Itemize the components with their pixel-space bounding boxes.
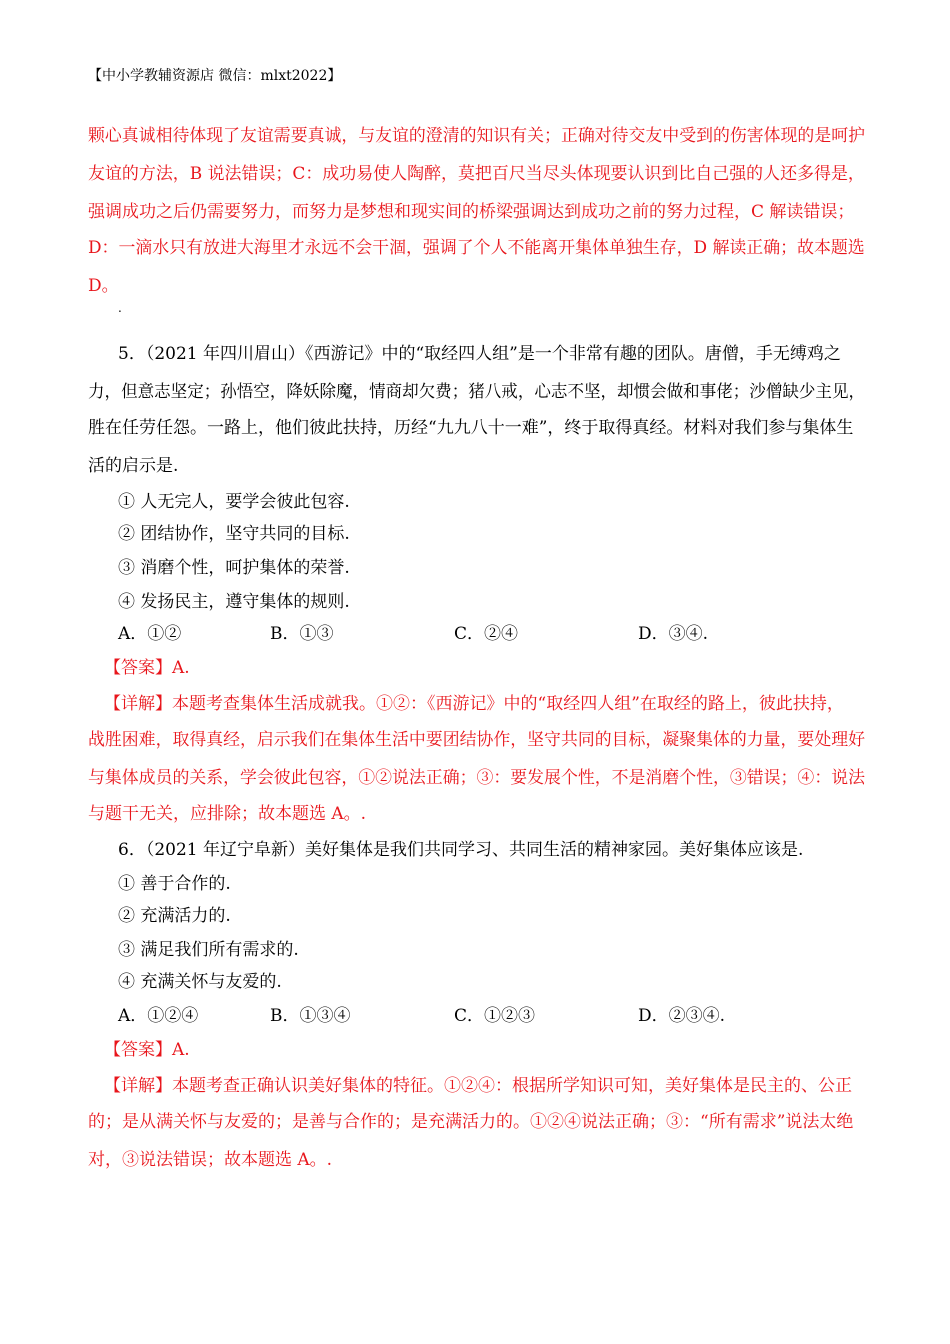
option-b: B．①③④ [270, 1006, 351, 1026]
explanation-line: 与题干无关，应排除；故本题选 A。. [88, 804, 367, 824]
question-stem-line: 胜在任劳任怨。一路上，他们彼此扶持，历经“九九八十一难”，终于取得真经。材料对我们参与集体生 [88, 418, 854, 438]
explanation-line: 颗心真诚相待体现了友谊需要真诚，与友谊的澄清的知识有关；正确对待交友中受到的伤害体现的是呵护 [88, 126, 865, 146]
statement-item: ② 团结协作，坚守共同的目标. [118, 524, 350, 544]
statement-item: ① 人无完人，要学会彼此包容. [118, 492, 350, 512]
answer-label: 【答案】A. [104, 1040, 190, 1060]
statement-item: ① 善于合作的. [118, 874, 231, 894]
explanation-line: 与集体成员的关系，学会彼此包容，①②说法正确；③：要发展个性，不是消磨个性，③错误；④：说法 [88, 768, 865, 788]
explanation-line: D：一滴水只有放进大海里才永远不会干涸，强调了个人不能离开集体单独生存，D 解读正确；故本题选 [88, 238, 865, 258]
statement-item: ④ 充满关怀与友爱的. [118, 972, 282, 992]
option-d: D．③④. [638, 624, 709, 644]
explanation-line: 【详解】本题考查正确认识美好集体的特征。①②④：根据所学知识可知，美好集体是民主的、公正 [104, 1076, 852, 1096]
explanation-line: 强调成功之后仍需要努力，而努力是梦想和现实间的桥梁强调达到成功之前的努力过程，C 解读错误； [88, 202, 855, 222]
explanation-line: 【详解】本题考查集体生活成就我。①②：《西游记》中的“取经四人组”在取经的路上，彼此扶持， [104, 694, 844, 714]
option-d: D．②③④. [638, 1006, 726, 1026]
explanation-line: 友谊的方法，B 说法错误；C：成功易使人陶醉，莫把百尺当尽头体现要认识到比自己强的人还多得是， [88, 164, 865, 184]
question-stem-line: 力，但意志坚定；孙悟空，降妖除魔，情商却欠费；猪八戒，心志不坚，却惯会做和事佬；沙僧缺少主见， [88, 382, 866, 402]
explanation-line: 的；是从满关怀与友爱的；是善与合作的；是充满活力的。①②④说法正确；③：“所有需求”说法太绝 [88, 1112, 854, 1132]
option-b: B．①③ [270, 624, 334, 644]
question-stem-line: 6．（2021 年辽宁阜新）美好集体是我们共同学习、共同生活的精神家园。美好集体应该是. [118, 840, 804, 860]
option-c: C．①②③ [454, 1006, 536, 1026]
answer-label: 【答案】A. [104, 658, 190, 678]
question-stem-line: 活的启示是. [88, 456, 179, 476]
explanation-line: D。 [88, 276, 119, 296]
option-c: C．②④ [454, 624, 519, 644]
statement-item: ③ 消磨个性，呵护集体的荣誉. [118, 558, 350, 578]
question-stem-line: 5．（2021 年四川眉山）《西游记》中的“取经四人组”是一个非常有趣的团队。唐僧，手无缚鸡之 [118, 344, 841, 364]
option-a: A．①② [118, 624, 182, 644]
statement-item: ② 充满活力的. [118, 906, 231, 926]
statement-item: ④ 发扬民主，遵守集体的规则. [118, 592, 350, 612]
source-header: 【中小学教辅资源店 微信：mlxt2022】 [88, 68, 342, 84]
option-a: A．①②④ [118, 1006, 199, 1026]
explanation-line: 战胜困难，取得真经，启示我们在集体生活中要团结协作，坚守共同的目标，凝聚集体的力量，要处理好 [88, 730, 865, 750]
statement-item: ③ 满足我们所有需求的. [118, 940, 299, 960]
stray-mark: . [118, 301, 122, 315]
explanation-line: 对，③说法错误；故本题选 A。. [88, 1150, 333, 1170]
